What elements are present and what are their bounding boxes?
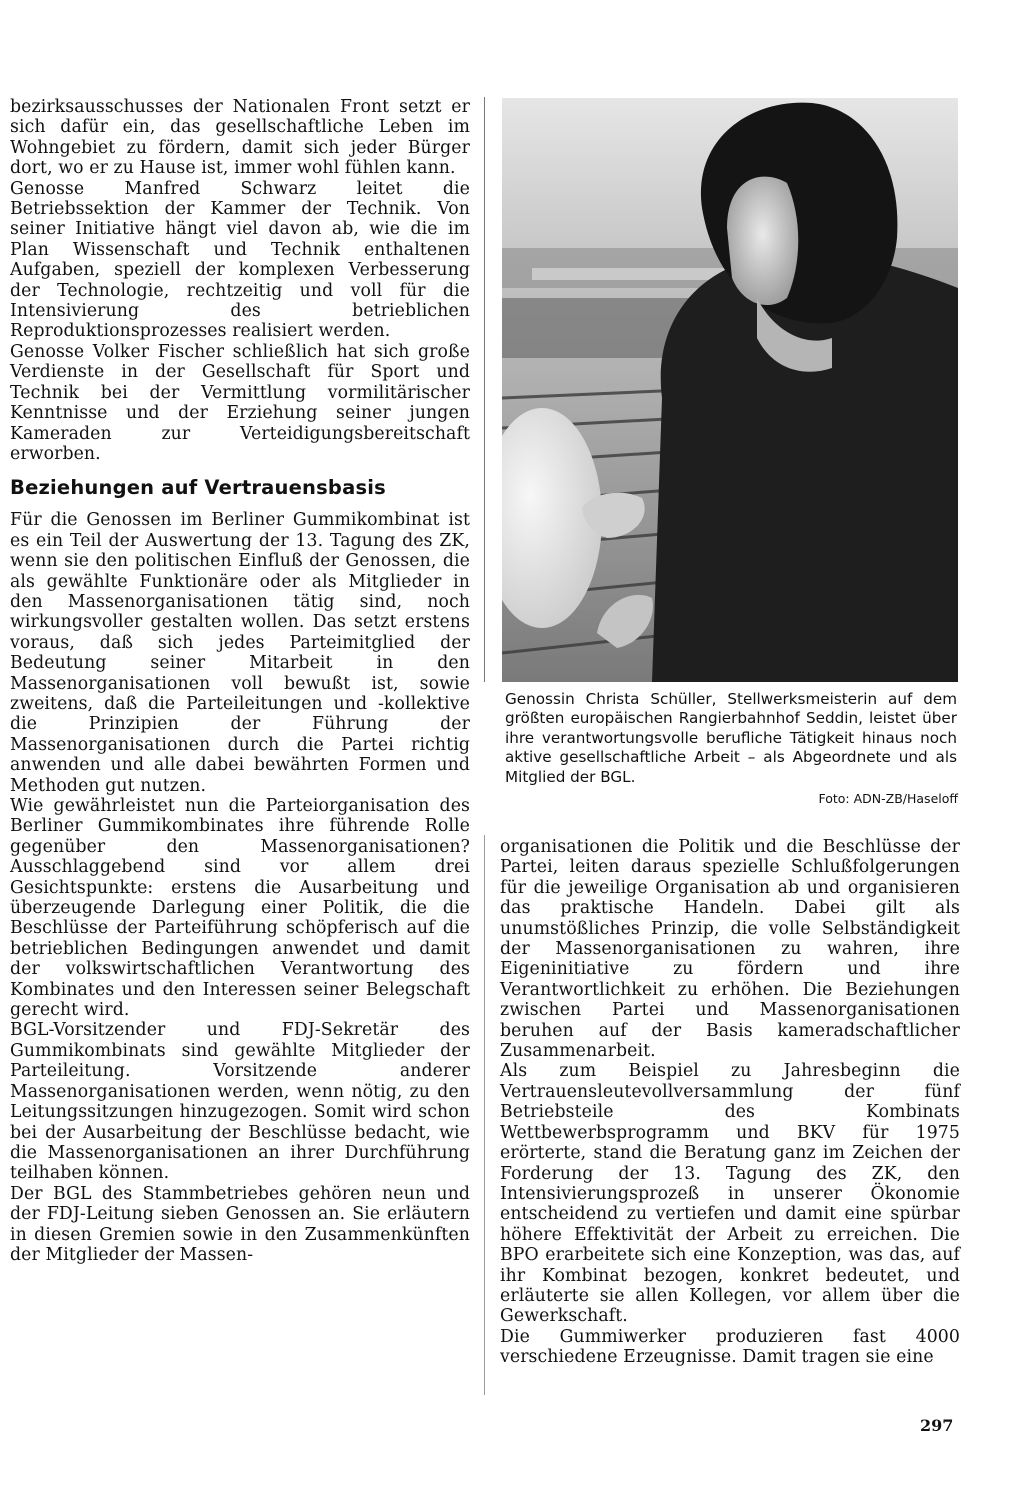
page-number: 297 [920,1416,954,1435]
body-paragraph: Die Gummiwerker produzieren fast 4000 verschiedene Erzeugnisse. Damit tragen sie eine [500,1326,960,1368]
body-paragraph: Wie gewährleistet nun die Parteiorganisation des Berliner Gummikombinates ihre führende Rolle gegenüber den Massenorganisationen? Ausschlaggebend sind vor allem drei Gesichtspunkte: erstens die Ausarbeitung und überzeugende Darlegung einer Politik, die die Beschlüsse der Parteiführung schöpferisch auf die betrieblichen Bedingungen anwendet und damit der volkswirtschaftlichen Verantwortung des Kombinates und den Interessen seiner Belegschaft gerecht wird. [10,796,470,1021]
body-paragraph: BGL-Vorsitzender und FDJ-Sekretär des Gummikombinats sind gewählte Mitglieder der Parteileitung. Vorsitzende anderer Massenorganisationen werden, wenn nötig, zu den Leitungssitzungen hinzugezogen. Somit wird schon bei der Ausarbeitung der Beschlüsse bedacht, wie die Massenorganisationen an ihrer Durchführung teilhaben können. [10,1020,470,1184]
column-divider [484,97,485,682]
photo-portrait [502,98,958,682]
body-paragraph: Als zum Beispiel zu Jahresbeginn die Vertrauensleutevollversammlung der fünf Betriebsteile des Kombinats Wettbewerbsprogramm und BKV für 1975 erörterte, stand die Beratung ganz im Zeichen der Forderung der 13. Tagung des ZK, den Intensivierungsprozeß in unserer Ökonomie entscheidend zu vertiefen und damit eine spürbar höhere Effektivität der Arbeit zu erreichen. Die BPO erarbeitete sich eine Konzeption, was das, auf ihr Kombinat bezogen, konkret bedeutet, und erläuterte sie allen Kollegen, vor allem über die Gewerkschaft. [500,1061,960,1327]
left-column [10,97,470,1265]
body-paragraph: organisationen die Politik und die Beschlüsse der Partei, leiten daraus spezielle Schlußfolgerungen für die jeweilige Organisation ab und organisieren das praktische Handeln. Dabei gilt als unumstößliches Prinzip, die volle Selbständigkeit der Massenorganisationen zu wahren, ihre Eigeninitiative zu fördern und ihre Verantwortlichkeit zu erhöhen. Die Beziehungen zwischen Partei und Massenorganisationen beruhen auf der Basis kameradschaftlicher Zusammenarbeit. [500,837,960,1062]
column-divider [484,835,485,1395]
section-heading: Beziehungen auf Vertrauensbasis [10,476,386,500]
photo-credit: Foto: ADN-ZB/Haseloff [818,791,958,806]
right-column [500,837,960,1368]
body-paragraph: Der BGL des Stammbetriebes gehören neun und der FDJ-Leitung sieben Genossen an. Sie erläutern in diesen Gremien sowie in den Zusammenkünften der Mitglieder der Massen- [10,1183,470,1265]
photo-caption: Genossin Christa Schüller, Stellwerksmeisterin auf dem größten europäischen Rangierbahnhof Seddin, leistet über ihre verantwortungsvolle berufliche Tätigkeit hinaus noch aktive gesellschaftliche Arbeit – als Abgeordnete und als Mitglied der BGL. [505,690,957,786]
body-paragraph: Genosse Manfred Schwarz leitet die Betriebssektion der Kammer der Technik. Von seiner Initiative hängt viel davon ab, wie die im Plan Wissenschaft und Technik enthaltenen Aufgaben, speziell der komplexen Verbesserung der Technologie, rechtzeitig und voll für die Intensivierung des betrieblichen Reproduktionsprozesses realisiert werden. [10,178,470,342]
body-paragraph: Genosse Volker Fischer schließlich hat sich große Verdienste in der Gesellschaft für Sport und Technik bei der Vermittlung vormilitärischer Kenntnisse und der Erziehung seiner jungen Kameraden zur Verteidigungsbereitschaft erworben. [10,341,470,464]
body-paragraph: bezirksausschusses der Nationalen Front setzt er sich dafür ein, das gesellschaftliche Leben im Wohngebiet zu fördern, damit sich jeder Bürger dort, wo er zu Hause ist, immer wohl fühlen kann. [10,97,470,179]
body-paragraph: Für die Genossen im Berliner Gummikombinat ist es ein Teil der Auswertung der 13. Tagung des ZK, wenn sie den politischen Einfluß der Genossen, die als gewählte Funktionäre oder als Mitglieder in den Massenorganisationen tätig sind, noch wirkungsvoller gestalten wollen. Das setzt erstens voraus, daß sich jedes Parteimitglied der Bedeutung seiner Mitarbeit in den Massenorganisationen voll bewußt ist, sowie zweitens, daß die Parteileitungen und -kollektive die Prinzipien der Führung der Massenorganisationen durch die Partei richtig anwenden und alle dabei bewährten Formen und Methoden gut nutzen. [10,510,470,796]
